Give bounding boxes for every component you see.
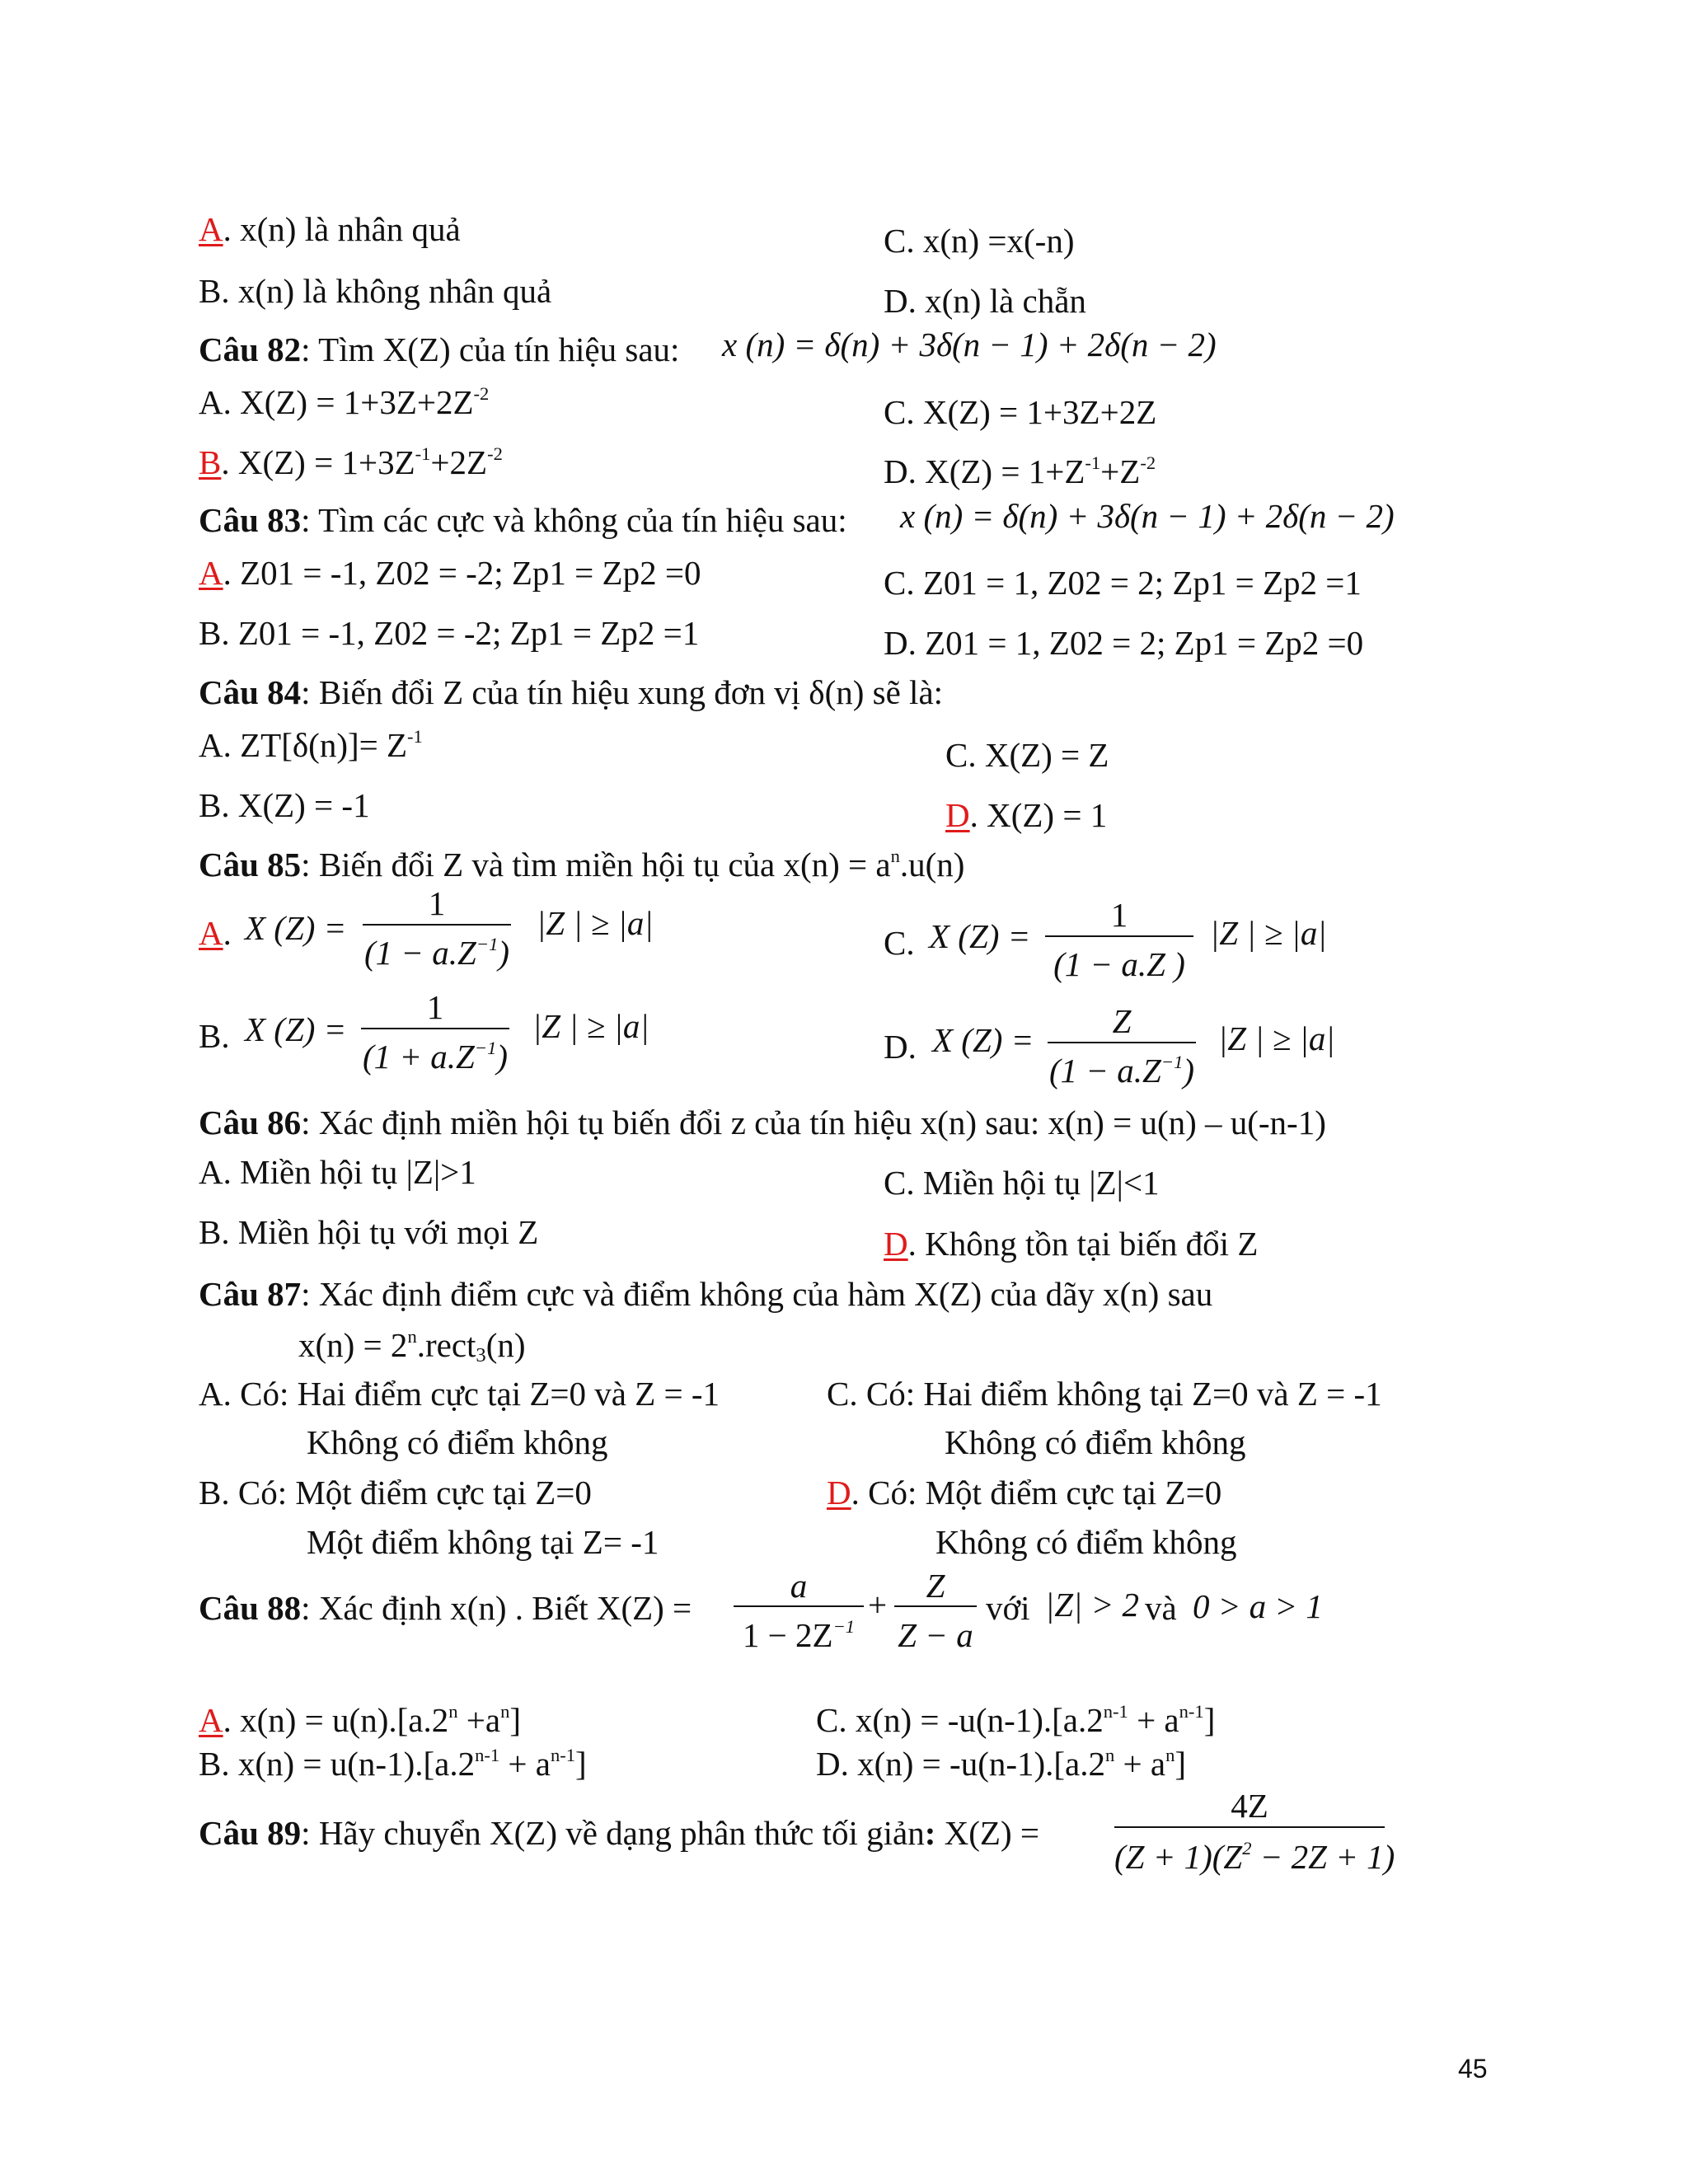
answer-c: C. Miền hội tụ |Z|<1	[884, 1164, 1160, 1202]
answer-c: C. X(Z) = Z	[945, 736, 1109, 774]
question-89-fraction	[1114, 1786, 1395, 1885]
answer-letter-correct: A	[199, 914, 223, 952]
answer-d-label: D.	[884, 1028, 917, 1066]
answer-d-fraction	[1048, 1001, 1196, 1092]
fraction-bar	[1048, 1042, 1196, 1043]
fraction-bar	[894, 1605, 977, 1607]
question-82-formula: x (n) = δ(n) + 3δ(n − 1) + 2δ(n − 2)	[722, 326, 1217, 363]
answer-a: A. x(n) là nhân quả	[199, 210, 461, 248]
answer-d: D. Z01 = 1, Z02 = 2; Zp1 = Zp2 =0	[884, 624, 1364, 662]
answer-b-label: B.	[199, 1017, 230, 1055]
question-89: Câu 89: Hãy chuyển X(Z) về dạng phân thức tối giản: X(Z) =	[199, 1814, 1039, 1852]
answer-b-lhs: X (Z) =	[245, 1010, 347, 1048]
fraction-numerator: 1	[426, 988, 444, 1026]
answer-a-label: A.	[199, 914, 232, 952]
answer-d-lhs: X (Z) =	[932, 1021, 1034, 1059]
answer-c: C. X(Z) = 1+3Z+2Z	[884, 393, 1157, 431]
with-text: với	[986, 1589, 1030, 1627]
answer-c-fraction	[1045, 895, 1193, 986]
answer-d: D. $X(Z) = 1+Z^{-1}+Z^{-2}$	[884, 452, 1156, 490]
answer-b: B. $X(Z) = 1+3Z^{-1}+2Z^{-2}$	[199, 443, 503, 481]
answer-letter-correct: A	[199, 1701, 223, 1739]
fraction-denominator: $1 - 2Z^{-1}$	[742, 1616, 856, 1654]
fraction-denominator: Z − a	[898, 1616, 973, 1654]
fraction-numerator: 4Z	[1231, 1787, 1268, 1825]
answer-b: B. X(Z) = -1	[199, 786, 370, 824]
answer-d: D. X(Z) = 1	[945, 796, 1108, 834]
fraction-bar	[1045, 935, 1193, 937]
answer-c-label: C.	[884, 924, 915, 962]
answer-b-roc: |Z | ≥ |a|	[532, 1007, 649, 1045]
question-83: Câu 83: Tìm các cực và không của tín hiệu sau:	[199, 501, 847, 539]
question-86: Câu 86: Xác định miền hội tụ biến đổi z của tín hiệu x(n) sau: x(n) = u(n) – u(-n-1)	[199, 1104, 1326, 1141]
question-87-sequence: $x(n) = 2^n.rect_3(n)$	[298, 1326, 526, 1367]
answer-a-line2: Không có điểm không	[307, 1423, 608, 1461]
answer-a-lhs: X (Z) =	[245, 909, 347, 947]
fraction-numerator: 1	[428, 884, 446, 922]
answer-c: C. x(n) =x(-n)	[884, 222, 1075, 260]
fraction-bar	[363, 924, 511, 926]
answer-c: C. $x(n) = -u(n-1).[a.2^{n-1} + a^{n-1}]$	[816, 1701, 1216, 1739]
answer-letter-correct: A	[199, 210, 223, 248]
answer-letter-correct: A	[199, 554, 223, 592]
fraction-numerator: 1	[1110, 896, 1128, 934]
answer-d-line1: D. Có: Một điểm cực tại Z=0	[827, 1474, 1222, 1511]
and-text: và	[1145, 1589, 1177, 1627]
answer-d-roc: |Z | ≥ |a|	[1218, 1019, 1335, 1057]
answer-b-fraction	[361, 987, 509, 1078]
answer-b: B. Miền hội tụ với mọi Z	[199, 1213, 539, 1251]
answer-d-line2: Không có điểm không	[935, 1523, 1237, 1561]
answer-a: A. Z01 = -1, Z02 = -2; Zp1 = Zp2 =0	[199, 554, 701, 592]
question-88: Câu 88: Xác định x(n) . Biết X(Z) =	[199, 1589, 692, 1627]
answer-a: A. $ZT[\delta(n)]= Z^{-1}$	[199, 726, 423, 764]
answer-letter-correct: B	[199, 443, 222, 481]
answer-d: D. $x(n) = -u(n-1).[a.2^n + a^n]$	[816, 1745, 1187, 1783]
answer-a: A. $x(n) = u(n).[a.2^n +a^n]$	[199, 1701, 521, 1739]
question-88-condition: 0 > a > 1	[1193, 1587, 1323, 1625]
answer-letter-correct: D	[884, 1225, 908, 1263]
fraction-denominator: $(Z + 1)(Z^2 - 2Z + 1)$	[1114, 1838, 1395, 1876]
answer-a-fraction	[363, 883, 511, 974]
answer-c-roc: |Z | ≥ |a|	[1210, 914, 1327, 952]
answer-b: B. Z01 = -1, Z02 = -2; Zp1 = Zp2 =1	[199, 614, 700, 652]
fraction-bar	[361, 1028, 509, 1029]
answer-a-roc: |Z | ≥ |a|	[537, 904, 654, 942]
fraction-denominator: $(1 - a.Z^{-1})$	[1048, 1052, 1195, 1090]
answer-letter-correct: D	[945, 796, 970, 834]
answer-a: A. $X(Z) = 1+3Z+2Z^{-2}$	[199, 383, 490, 421]
answer-a: A. Miền hội tụ |Z|>1	[199, 1153, 476, 1191]
fraction-bar	[1114, 1826, 1385, 1828]
question-88-fraction-2	[894, 1566, 977, 1657]
answer-d: D. Không tồn tại biến đổi Z	[884, 1225, 1259, 1263]
answer-a-line1: A. Có: Hai điểm cực tại Z=0 và Z = -1	[199, 1375, 720, 1413]
question-84: Câu 84: Biến đổi Z của tín hiệu xung đơn vị δ(n) sẽ là:	[199, 673, 944, 711]
page-number: 45	[1458, 2054, 1488, 2083]
fraction-denominator: $(1 - a.Z^{-1})$	[363, 934, 510, 972]
fraction-numerator: Z	[926, 1567, 945, 1605]
fraction-bar	[734, 1605, 864, 1607]
answer-b: B. $x(n) = u(n-1).[a.2^{n-1} + a^{n-1}]$	[199, 1745, 587, 1783]
answer-b-line1: B. Có: Một điểm cực tại Z=0	[199, 1474, 592, 1511]
question-85: Câu 85: Biến đổi Z và tìm miền hội tụ của $x(n) = a^n.u(n)$	[199, 846, 965, 883]
question-82: Câu 82: Tìm X(Z) của tín hiệu sau:	[199, 330, 680, 368]
plus-sign: +	[868, 1586, 888, 1624]
question-88-roc: |Z| > 2	[1045, 1586, 1140, 1624]
question-87: Câu 87: Xác định điểm cực và điểm không của hàm X(Z) của dãy x(n) sau	[199, 1275, 1213, 1313]
answer-d: D. x(n) là chẵn	[884, 282, 1086, 320]
answer-c-line2: Không có điểm không	[945, 1423, 1246, 1461]
fraction-denominator: $(1 + a.Z^{-1})$	[362, 1038, 509, 1076]
answer-c-line1: C. Có: Hai điểm không tại Z=0 và Z = -1	[827, 1375, 1382, 1413]
answer-b: B. x(n) là không nhân quả	[199, 272, 552, 310]
answer-b-line2: Một điểm không tại Z= -1	[307, 1523, 659, 1561]
answer-c: C. Z01 = 1, Z02 = 2; Zp1 = Zp2 =1	[884, 564, 1362, 602]
answer-c-lhs: X (Z) =	[929, 917, 1031, 955]
answer-letter-correct: D	[827, 1474, 851, 1511]
fraction-numerator: a	[790, 1567, 808, 1605]
question-83-formula: x (n) = δ(n) + 3δ(n − 1) + 2δ(n − 2)	[900, 497, 1395, 535]
fraction-numerator: Z	[1112, 1002, 1132, 1040]
fraction-denominator: (1 − a.Z )	[1053, 945, 1185, 983]
question-88-fraction-1	[734, 1566, 864, 1657]
